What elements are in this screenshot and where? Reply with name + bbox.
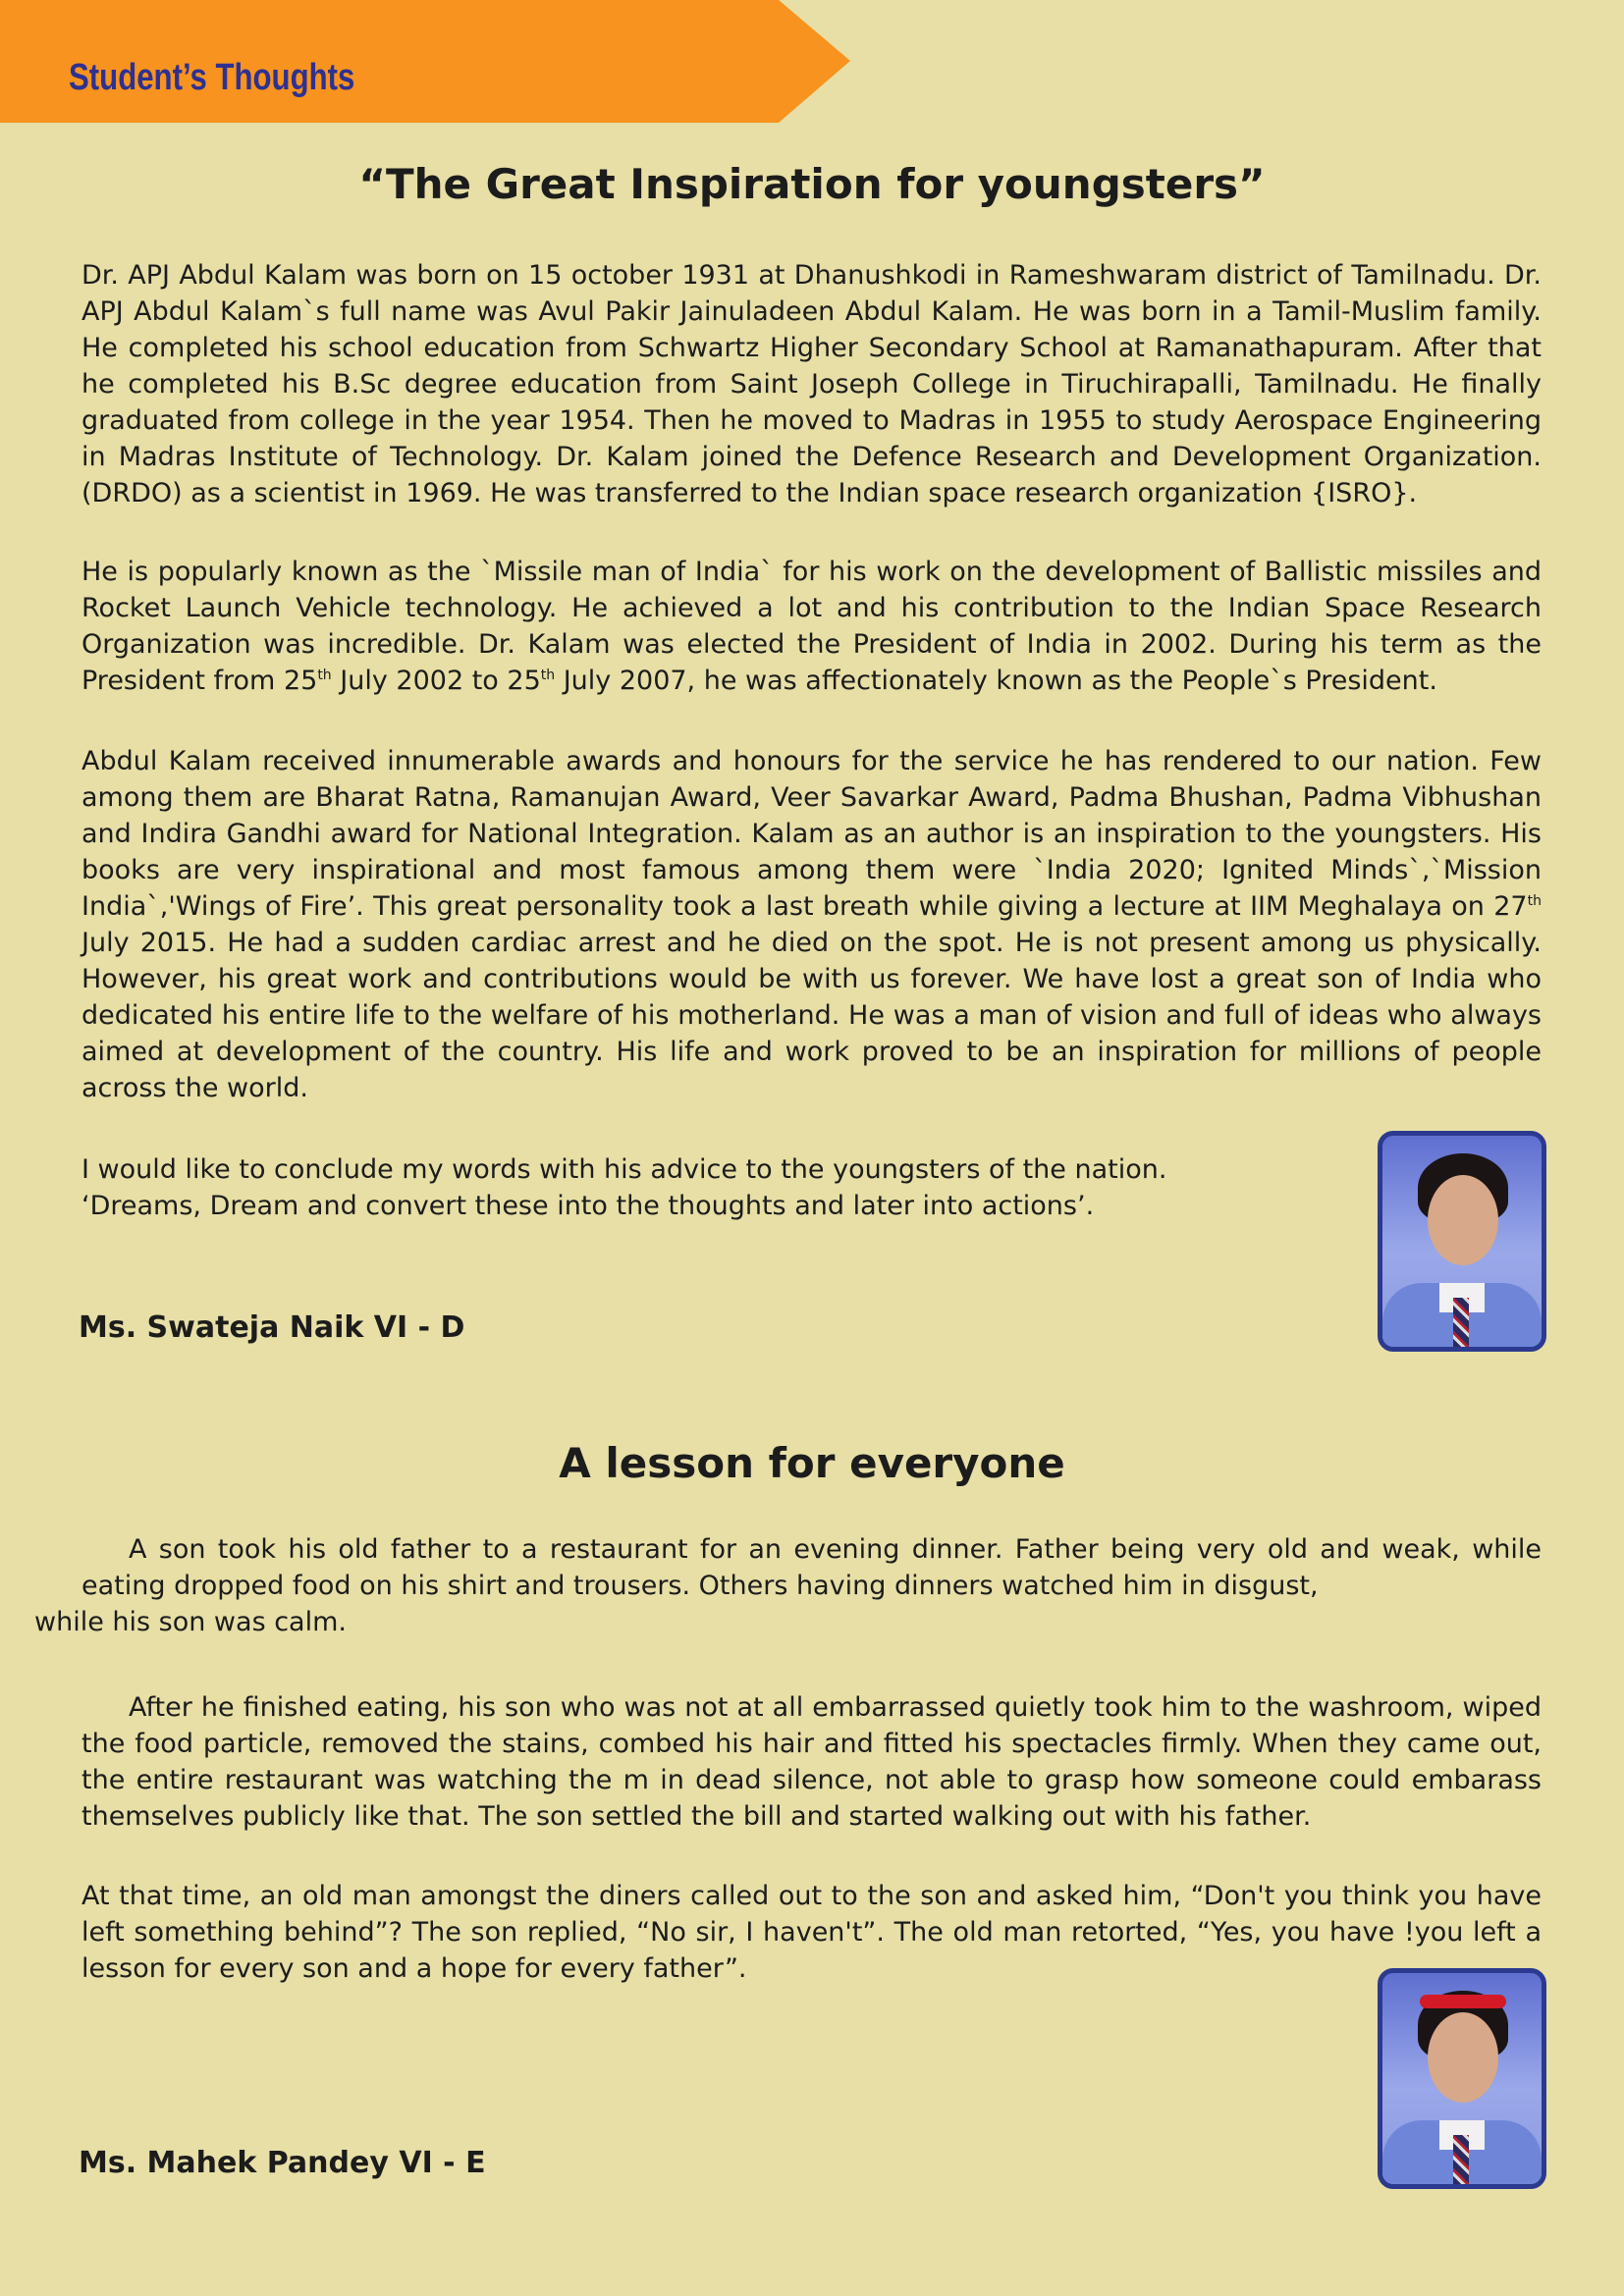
article1-conclusion [81, 1151, 1299, 1224]
article2-paragraph-2: After he finished eating, his son who was not at all embarrassed quietly took him to the washroom, wiped the food particle, removed the stains, combed his hair and fitted his spectacles firmly. When they came out, the entire restaurant was watching the m in dead silence, not able to grasp how someone could embarass themselves publicly like that. The son settled the bill and started walking out with his father. [81, 1692, 1542, 1832]
article-title-lesson: A lesson for everyone [559, 1439, 1065, 1487]
author-photo-1 [1378, 1131, 1546, 1352]
article1-paragraph-3: Abdul Kalam received innumerable awards and honours for the service he has rendered to our nation. Few among them are Bharat Ratna, Ramanujan Award, Veer Savarkar Award, Padma Bhushan, Padma Vibhushan and Indira Gandhi award for National Integration. Kalam as an author is an inspiration to the youngsters. His books are very inspirational and most famous among them were `India 2020; Ignited Minds`,`Mission India`,'Wings of Fire’. This great personality took a last breath while giving a lecture at IIM Meghalaya on 27th July 2015. He had a sudden cardiac arrest and he died on the spot. He is not present among us physically. However, his great work and contributions would be with us forever. We have lost a great son of India who dedicated his entire life to the welfare of his motherland. He was a man of vision and full of ideas who always aimed at development of the country. His life and work proved to be an inspiration for millions of people across the world. [81, 746, 1542, 1103]
article2-paragraph-3: At that time, an old man amongst the diners called out to the son and asked him, “Don't you think you have left something behind”? The son replied, “No sir, I haven't”. The old man retorted, “Yes, you have !you left a lesson for every son and a hope for every father”. [81, 1881, 1542, 1984]
author-photo-2 [1378, 1968, 1546, 2189]
article1-paragraph-2: He is popularly known as the `Missile man of India` for his work on the development of Ballistic missiles and Rocket Launch Vehicle technology. He achieved a lot and his contribution to the Indian Space Research Organization was incredible. Dr. Kalam was elected the President of India in 2002. During his term as the President from 25th July 2002 to 25th July 2007, he was affectionately known as the People`s President. [81, 557, 1542, 696]
author-byline-1: Ms. Swateja Naik VI - D [79, 1310, 465, 1345]
article1-paragraph-1: Dr. APJ Abdul Kalam was born on 15 october 1931 at Dhanushkodi in Rameshwaram district of Tamilnadu. Dr. APJ Abdul Kalam`s full name was Avul Pakir Jainuladeen Abdul Kalam. He was born in a Tamil-Muslim family. He completed his school education from Schwartz Higher Secondary School at Ramanathapuram. After that he completed his B.Sc degree education from Saint Joseph College in Tiruchirapalli, Tamilnadu. He finally graduated from college in the year 1954. Then he moved to Madras in 1955 to study Aerospace Engineering in Madras Institute of Technology. Dr. Kalam joined the Defence Research and Development Organization. (DRDO) as a scientist in 1969. He was transferred to the Indian space research organization {ISRO}. [81, 260, 1542, 508]
author-byline-2: Ms. Mahek Pandey VI - E [79, 2146, 486, 2180]
article-title-inspiration: “The Great Inspiration for youngsters” [358, 160, 1266, 208]
section-title: Student’s Thoughts [69, 57, 355, 98]
article2-paragraph-1: A son took his old father to a restaurant for an evening dinner. Father being very old and weak, while eating dropped food on his shirt and trousers. Others having dinners watched him in disgust, while his son was calm. [34, 1534, 1542, 1637]
conclusion-line-2: ‘Dreams, Dream and convert these into the thoughts and later into actions’. [81, 1191, 1095, 1221]
conclusion-line-1: I would like to conclude my words with his advice to the youngsters of the nation. [81, 1154, 1167, 1185]
